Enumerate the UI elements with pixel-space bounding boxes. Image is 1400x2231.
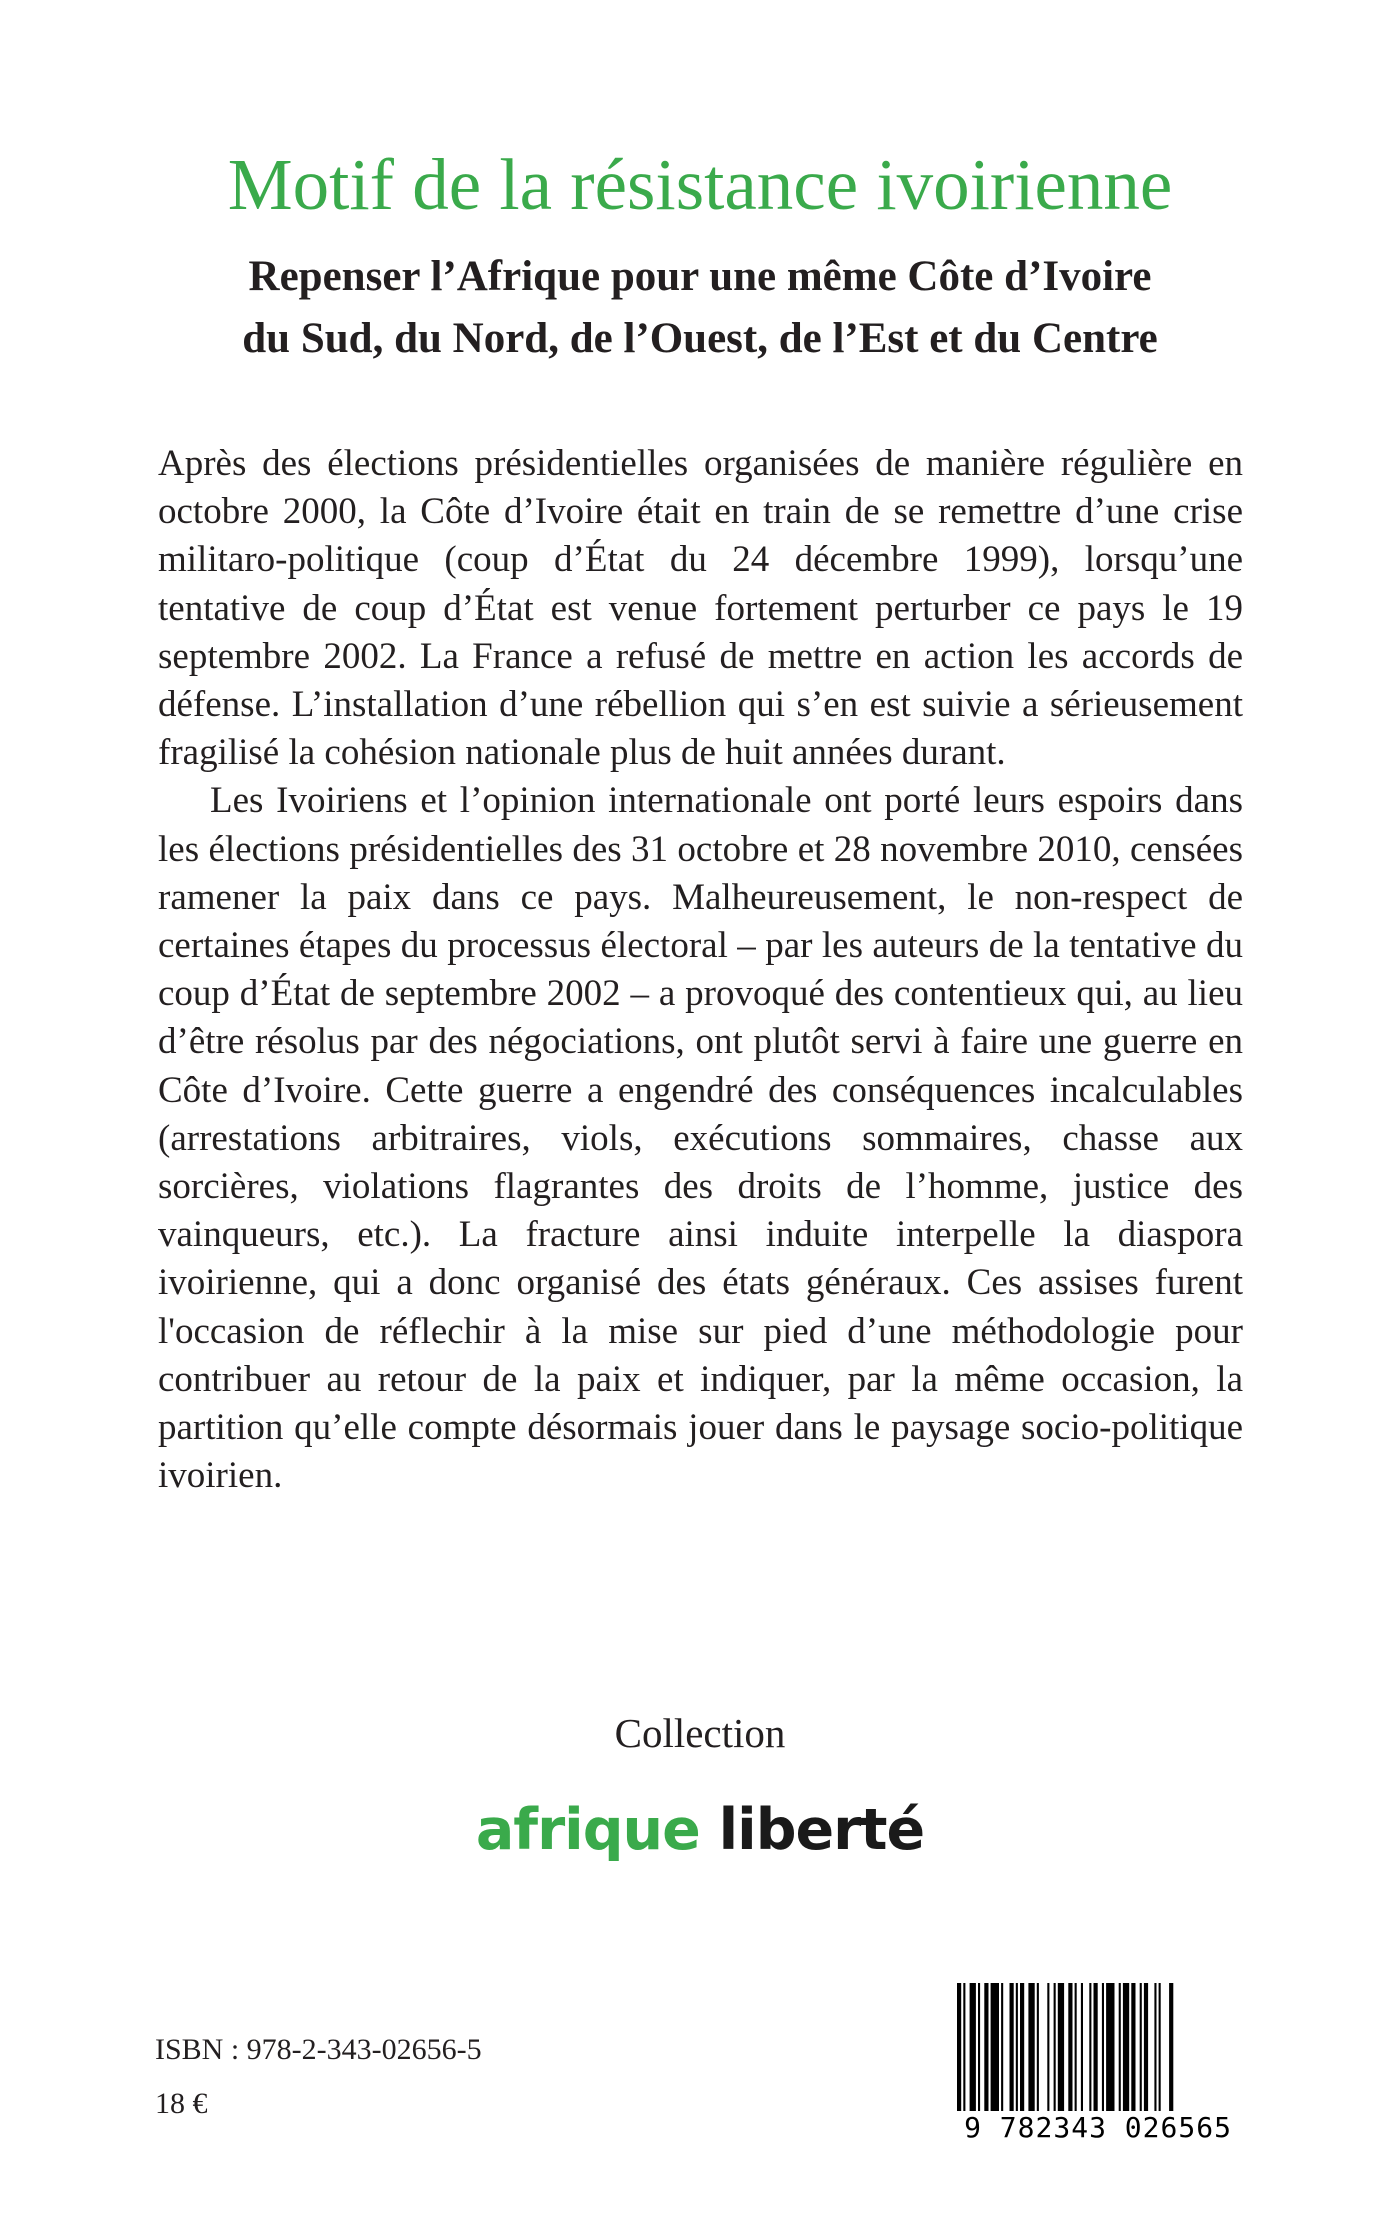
- collection-logo: [0, 1795, 1400, 1865]
- paragraph: Les Ivoiriens et l’opinion internationale ont porté leurs espoirs dans les élections présidentielles des 31 octobre et 28 novembre 2010, censées ramener la paix dans ce pays. Malheureusement, le non-respect de certaines étapes du processus électoral – par les auteurs de la tentative du coup d’État de septembre 2002 – a provoqué des contentieux qui, au lieu d’être résolus par des négociations, ont plutôt servi à faire une guerre en Côte d’Ivoire. Cette guerre a engendré des conséquences incalculables (arrestations arbitraires, viols, exécutions sommaires, chasse aux sorcières, violations flagrantes des droits de l’homme, justice des vainqueurs, etc.). La fracture ainsi induite interpelle la diaspora ivoirienne, qui a donc organisé des états généraux. Ces assises furent l'occasion de réflechir à la mise sur pied d’une méthodologie pour contribuer au retour de la paix et indiquer, par la même occasion, la partition qu’elle compte désormais jouer dans le paysage socio-politique ivoirien.: [158, 780, 1243, 1497]
- subtitle-line-2: du Sud, du Nord, de l’Ouest, de l’Est et du Centre: [242, 315, 1158, 362]
- barcode-digits: 9 782343 026565: [964, 2111, 1232, 2144]
- collection-label: Collection: [614, 1710, 786, 1756]
- subtitle-line-1: Repenser l’Afrique pour une même Côte d’Ivoire: [248, 253, 1152, 300]
- isbn: ISBN : 978-2-343-02656-5: [155, 2033, 482, 2066]
- paragraph: Après des élections présidentielles organisées de manière régulière en octobre 2000, la Côte d’Ivoire était en train de se remettre d’une crise militaro-politique (coup d’État du 24 décembre 1999), lorsqu’une tentative de coup d’État est venue fortement perturber ce pays le 19 septembre 2002. La France a refusé de mettre en action les accords de défense. L’installation d’une rébellion qui s’en est suivie a sérieusement fragilisé la cohésion nationale plus de huit années durant.: [158, 443, 1243, 774]
- book-subtitle: [0, 246, 1400, 370]
- book-title: Motif de la résistance ivoirienne: [227, 144, 1173, 225]
- collection-logo-word-1: afrique: [475, 1797, 700, 1863]
- back-cover-text: [158, 440, 1243, 1500]
- collection-logo-word-2: liberté: [718, 1797, 925, 1863]
- barcode-icon: [953, 1983, 1243, 2111]
- price: 18 €: [155, 2087, 208, 2120]
